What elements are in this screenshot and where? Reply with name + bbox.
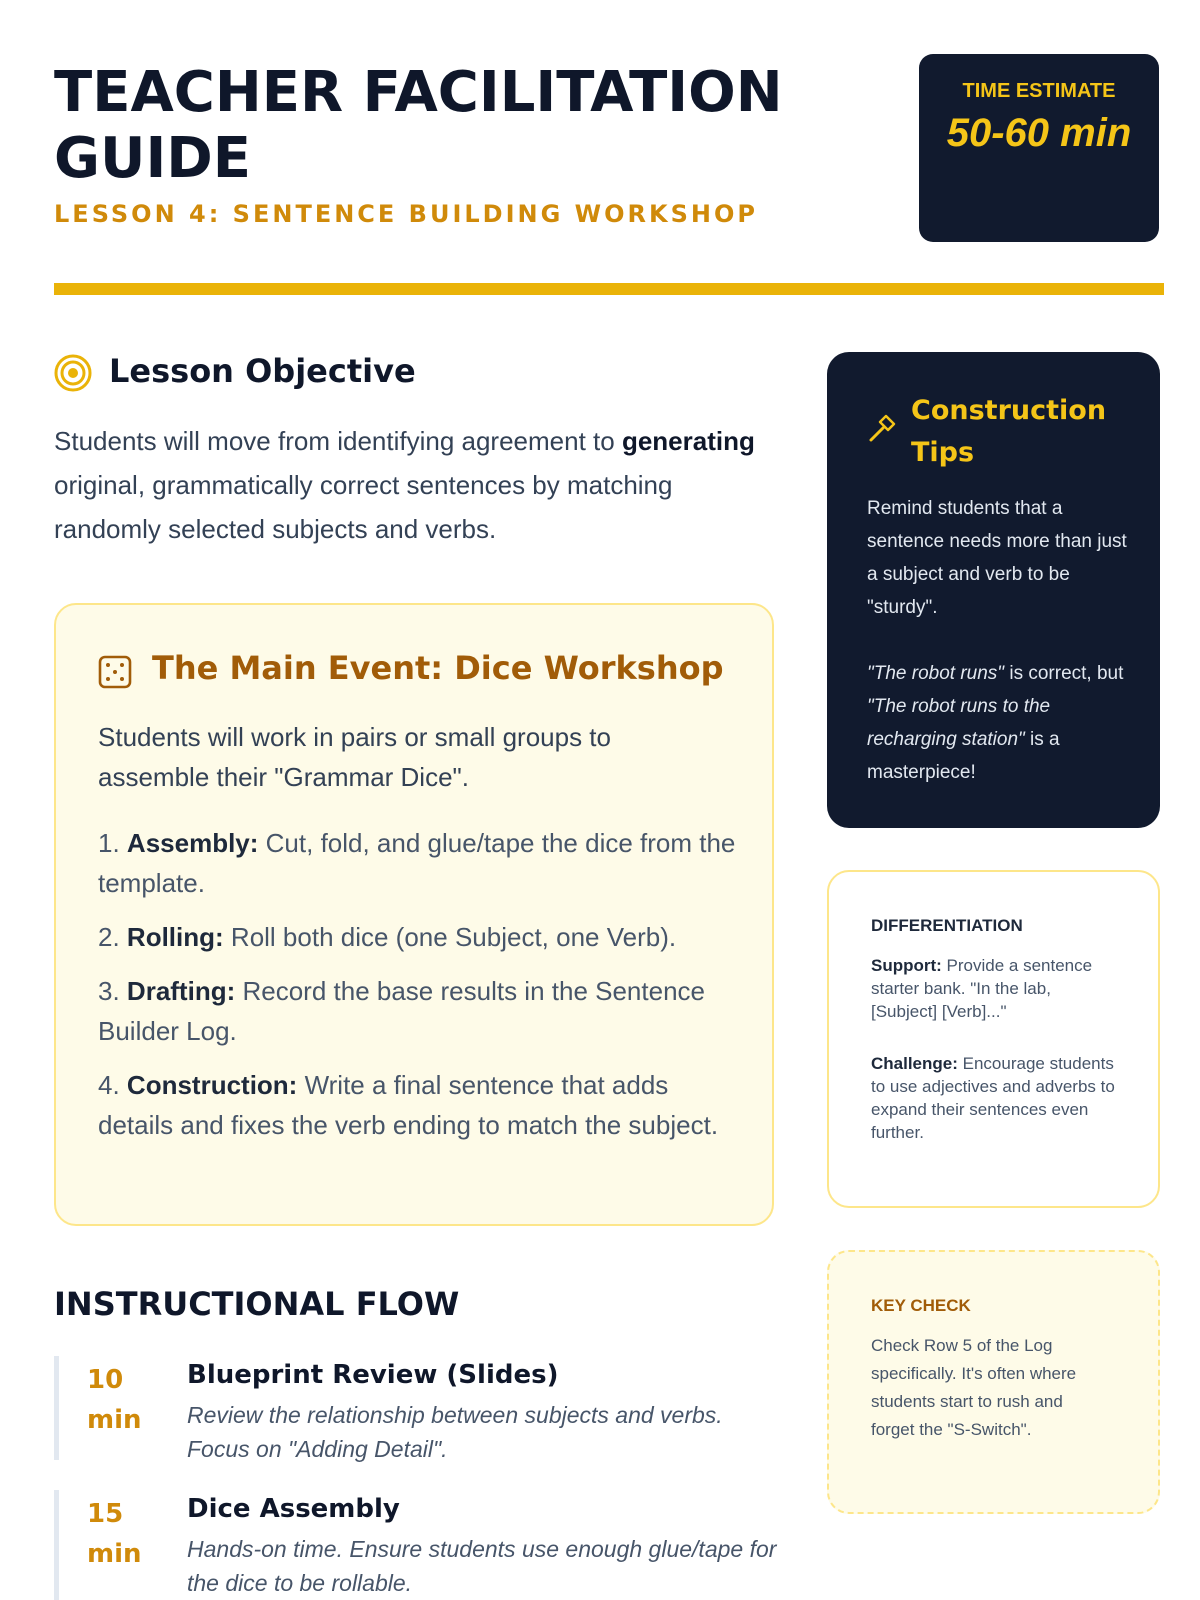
challenge-text: Encourage students to use adjectives and adverbs to expand their sentences even further. [871, 1054, 1115, 1142]
flow-heading: INSTRUCTIONAL FLOW [54, 1285, 460, 1323]
hammer-icon [867, 414, 897, 444]
step-item [98, 917, 738, 957]
tips-example-long: "The robot runs to the recharging station" [867, 696, 1051, 750]
tips-example [867, 657, 1135, 789]
support-label: Support: [871, 956, 942, 975]
tips-example-short: "The robot runs" [867, 663, 1005, 684]
step-text: Write a final sentence that adds details and fixes the verb ending to match the subject. [98, 1070, 719, 1140]
flow-title: Blueprint Review (Slides) [187, 1360, 559, 1390]
step-number: 3. [98, 976, 120, 1006]
challenge-label: Challenge: [871, 1054, 958, 1073]
step-number: 2. [98, 922, 120, 952]
support-text: Provide a sentence starter bank. "In the lab, [Subject] [Verb]..." [871, 956, 1093, 1021]
objective-text-emphasis: generating [621, 426, 755, 456]
step-label: Rolling: [126, 922, 224, 952]
page-title: TEACHER FACILITATION GUIDE [54, 60, 783, 191]
differentiation-label: DIFFERENTIATION [871, 916, 1023, 935]
time-estimate-box [919, 54, 1159, 242]
step-item [98, 823, 738, 903]
tips-example-connector: is correct, but [1004, 663, 1124, 684]
flow-time: 15 min [87, 1499, 142, 1569]
key-check-card [827, 1250, 1160, 1514]
objective-text-end: original, grammatically correct sentences by matching randomly selected subjects and verbs. [54, 470, 673, 544]
step-number: 1. [98, 828, 120, 858]
challenge-paragraph [871, 1052, 1116, 1144]
dice-icon [98, 655, 132, 689]
main-event-card [54, 603, 774, 1226]
step-text: Roll both dice (one Subject, one Verb). [230, 922, 677, 952]
key-check-text: Check Row 5 of the Log specifically. It's often where students start to rush and forget the "S-Switch". [871, 1336, 1077, 1439]
main-event-steps [98, 823, 738, 1159]
page-header [54, 54, 1164, 299]
step-number: 4. [98, 1070, 120, 1100]
objective-text-start: Students will move from identifying agreement to [54, 426, 622, 456]
header-divider [54, 283, 1164, 295]
flow-title: Dice Assembly [187, 1494, 400, 1524]
tips-heading: Construction Tips [911, 395, 1107, 468]
tips-text: Remind students that a sentence needs more than just a subject and verb to be "sturdy". [867, 498, 1127, 618]
flow-description: Hands-on time. Ensure students use enough glue/tape for the dice to be rollable. [187, 1536, 777, 1596]
step-text: Record the base results in the Sentence Builder Log. [98, 976, 705, 1046]
step-label: Drafting: [126, 976, 236, 1006]
step-item [98, 971, 738, 1051]
differentiation-card [827, 870, 1160, 1208]
key-check-label: KEY CHECK [871, 1296, 971, 1315]
time-estimate-label: TIME ESTIMATE [962, 80, 1116, 102]
flow-description: Review the relationship between subjects and verbs. Focus on "Adding Detail". [187, 1402, 723, 1462]
flow-time: 10 min [87, 1365, 142, 1435]
time-estimate-value: 50-60 min [946, 111, 1132, 155]
tips-example-end: is a masterpiece! [867, 729, 1060, 783]
step-label: Construction: [126, 1070, 298, 1100]
objective-heading: Lesson Objective [109, 352, 416, 390]
flow-item [54, 1490, 784, 1600]
target-icon [54, 354, 92, 392]
main-event-heading: The Main Event: Dice Workshop [152, 649, 724, 687]
construction-tips-card [827, 352, 1160, 828]
step-text: Cut, fold, and glue/tape the dice from the template. [98, 828, 736, 898]
main-event-intro: Students will work in pairs or small groups to assemble their "Grammar Dice". [98, 722, 611, 792]
objective-text [54, 419, 774, 551]
step-item [98, 1065, 738, 1145]
step-label: Assembly: [126, 828, 259, 858]
support-paragraph [871, 954, 1116, 1023]
lesson-subtitle: LESSON 4: SENTENCE BUILDING WORKSHOP [54, 200, 758, 228]
flow-item [54, 1356, 784, 1460]
